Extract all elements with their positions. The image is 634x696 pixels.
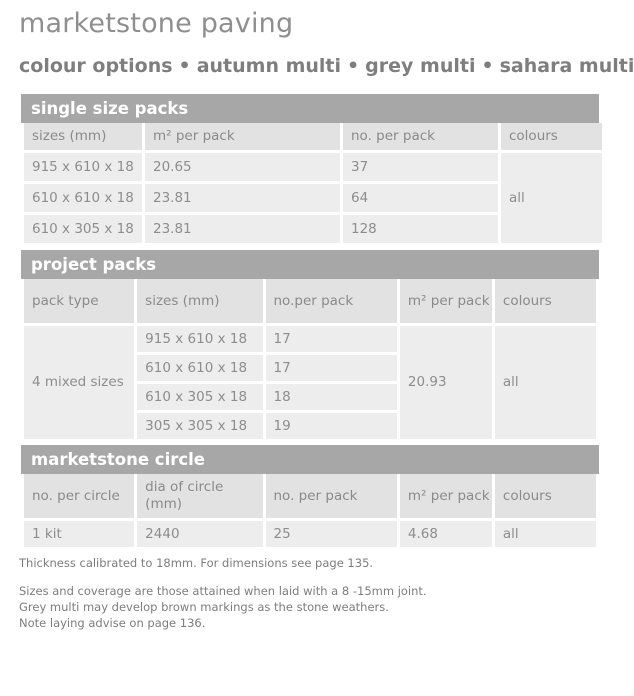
colours-cell: all — [501, 153, 602, 243]
count-cell: 37 — [343, 153, 498, 181]
colour-option: sahara multi — [499, 55, 634, 77]
page-title: marketstone paving — [19, 8, 294, 39]
marketstone-circle-heading: marketstone circle — [21, 445, 599, 474]
column-header: sizes (mm) — [137, 279, 262, 323]
m2-cell: 4.68 — [400, 521, 492, 547]
size-cell: 610 x 305 x 18 — [137, 384, 262, 410]
column-header: colours — [501, 123, 602, 150]
laying-note: Note laying advise on page 136. — [19, 616, 206, 630]
m2-cell: 23.81 — [145, 184, 340, 212]
count-cell: 19 — [266, 413, 397, 439]
size-cell: 915 x 610 x 18 — [137, 326, 262, 352]
weathering-note: Grey multi may develop brown markings as the stone weathers. — [19, 600, 389, 614]
column-header: m² per pack — [400, 279, 492, 323]
colour-options — [19, 52, 634, 80]
count-cell: 17 — [266, 355, 397, 381]
size-cell: 610 x 610 x 18 — [24, 184, 142, 212]
column-header: no. per circle — [24, 474, 134, 518]
table-header-row — [24, 123, 602, 150]
colours-cell: all — [495, 521, 596, 547]
per-circle-cell: 1 kit — [24, 521, 134, 547]
column-header: pack type — [24, 279, 134, 323]
column-header: no.per pack — [266, 279, 397, 323]
size-cell: 915 x 610 x 18 — [24, 153, 142, 181]
colours-cell: all — [495, 326, 596, 439]
column-header: sizes (mm) — [24, 123, 142, 150]
count-cell: 64 — [343, 184, 498, 212]
pack-type-cell: 4 mixed sizes — [24, 326, 134, 439]
column-header: m² per pack — [400, 474, 492, 518]
table-header-row — [24, 279, 596, 323]
table-row — [24, 326, 596, 352]
colour-options-label: colour options — [19, 55, 173, 77]
column-header: no. per pack — [266, 474, 397, 518]
colour-option: grey multi — [365, 55, 476, 77]
bullet-separator: • — [178, 55, 191, 77]
m2-cell: 23.81 — [145, 215, 340, 243]
size-cell: 305 x 305 x 18 — [137, 413, 262, 439]
count-cell: 18 — [266, 384, 397, 410]
project-packs-heading: project packs — [21, 250, 599, 279]
m2-cell: 20.93 — [400, 326, 492, 439]
coverage-note: Sizes and coverage are those attained when laid with a 8 -15mm joint. — [19, 584, 427, 598]
project-packs-table — [21, 276, 599, 442]
per-pack-cell: 25 — [266, 521, 397, 547]
column-header: m² per pack — [145, 123, 340, 150]
bullet-separator: • — [347, 55, 360, 77]
single-size-packs-heading: single size packs — [21, 94, 599, 123]
table-header-row — [24, 474, 596, 518]
bullet-separator: • — [481, 55, 494, 77]
size-cell: 610 x 610 x 18 — [137, 355, 262, 381]
diameter-cell: 2440 — [137, 521, 262, 547]
marketstone-circle-table — [21, 471, 599, 550]
size-cell: 610 x 305 x 18 — [24, 215, 142, 243]
count-cell: 17 — [266, 326, 397, 352]
column-header: no. per pack — [343, 123, 498, 150]
column-header: colours — [495, 279, 596, 323]
column-header: dia of circle (mm) — [137, 474, 262, 518]
single-size-packs-table — [21, 120, 605, 246]
m2-cell: 20.65 — [145, 153, 340, 181]
table-row — [24, 521, 596, 547]
thickness-note: Thickness calibrated to 18mm. For dimensions see page 135. — [19, 556, 374, 570]
column-header: colours — [495, 474, 596, 518]
table-row — [24, 153, 602, 181]
count-cell: 128 — [343, 215, 498, 243]
colour-option: autumn multi — [196, 55, 342, 77]
